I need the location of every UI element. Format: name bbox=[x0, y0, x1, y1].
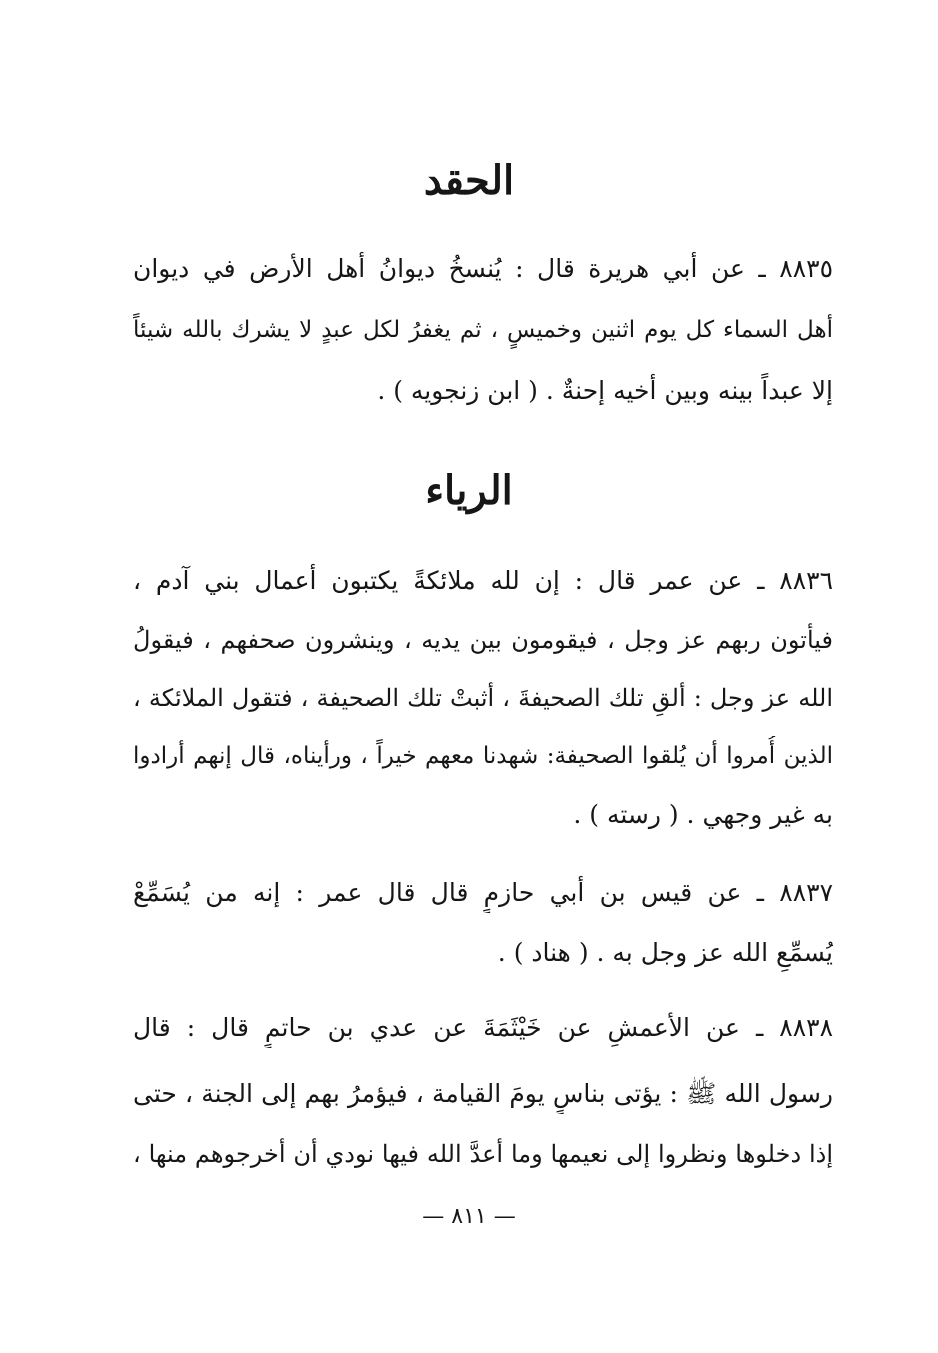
text-line: إلا عبداً بينه وبين أخيه إحنةٌ . ( ابن زنجويه ) . bbox=[377, 376, 833, 405]
text-line: إذا دخلوها ونظروا إلى نعيمها وما أعدَّ الله فيها نودي أن أخرجوهم منها ، bbox=[133, 1140, 833, 1168]
text-line: ٨٨٣٥ ـ عن أبي هريرة قال : يُنسخُ ديوانُ أهل الأرض في ديوان bbox=[133, 254, 833, 283]
text-line: يُسمِّعِ الله عز وجل به . ( هناد ) . bbox=[497, 938, 833, 967]
text-line: أهل السماء كل يوم اثنين وخميسٍ ، ثم يغفرُ لكل عبدٍ لا يشرك بالله شيئاً bbox=[133, 317, 833, 343]
text-line: ٨٨٣٦ ـ عن عمر قال : إن لله ملائكةً يكتبون أعمال بني آدم ، bbox=[133, 566, 833, 595]
text-line: الذين أُمروا أن يُلقوا الصحيفة: شهدنا معهم خيراً ، ورأيناه، قال إنهم أرادوا bbox=[133, 743, 833, 769]
section-heading-riya: الرياء bbox=[425, 467, 513, 514]
text-line: به غير وجهي . ( رسته ) . bbox=[573, 800, 833, 829]
text-line: ٨٨٣٧ ـ عن قيس بن أبي حازمٍ قال قال عمر : إنه من يُسَمِّعْ bbox=[133, 878, 833, 907]
page-number: — ٨١١ — bbox=[422, 1204, 516, 1229]
text-line: الله عز وجل : ألقِ تلك الصحيفةَ ، أثبتْ تلك الصحيفة ، فتقول الملائكة ، bbox=[133, 684, 833, 712]
section-heading-hiqd: الحقد bbox=[423, 157, 515, 204]
text-line: فيأتون ربهم عز وجل ، فيقومون بين يديه ، وينشرون صحفهم ، فيقولُ bbox=[133, 626, 833, 654]
text-line: ٨٨٣٨ ـ عن الأعمشِ عن خَيْثَمَةَ عن عدي بن حاتمٍ قال : قال bbox=[133, 1013, 833, 1042]
text-line: رسول الله ﷺ : يؤتى بناسٍ يومَ القيامة ، فيؤمرُ بهم إلى الجنة ، حتى bbox=[133, 1079, 833, 1108]
